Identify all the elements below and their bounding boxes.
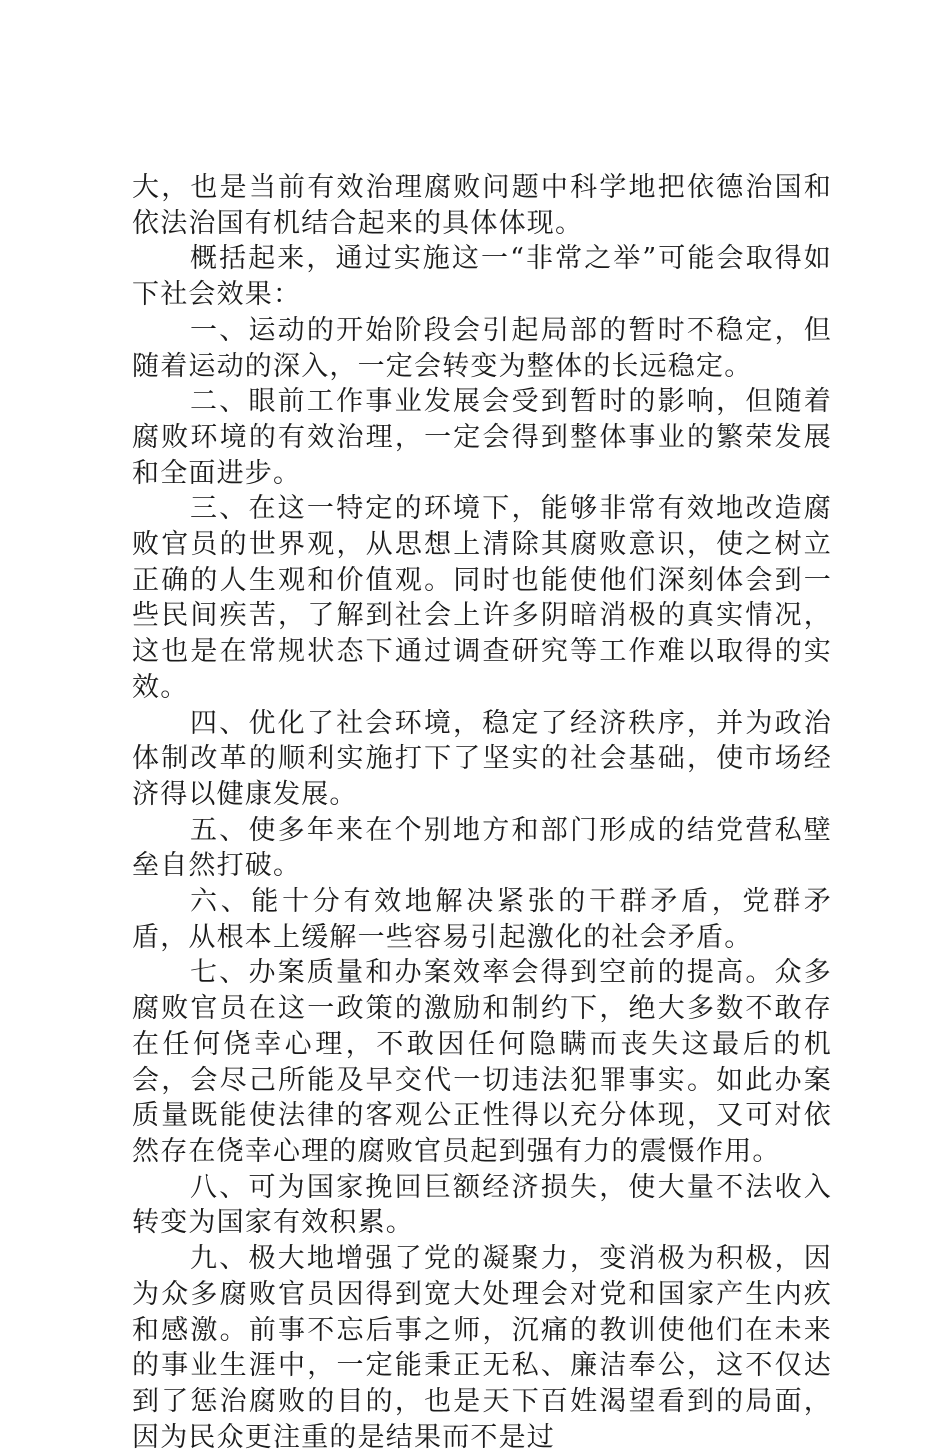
paragraph-item-8: 八、可为国家挽回巨额经济损失，使大量不法收入转变为国家有效积累。 xyxy=(132,1171,832,1239)
paragraph-item-6: 六、能十分有效地解决紧张的干群矛盾，党群矛盾，从根本上缓解一些容易引起激化的社会矛盾。 xyxy=(132,886,832,953)
paragraph-item-1: 一、运动的开始阶段会引起局部的暂时不稳定，但随着运动的深入，一定会转变为整体的长远稳定。 xyxy=(132,314,832,382)
paragraph-item-4: 四、优化了社会环境，稳定了经济秩序，并为政治体制改革的顺利实施打下了坚实的社会基础，使市场经济得以健康发展。 xyxy=(132,707,832,810)
paragraph-continuation: 大，也是当前有效治理腐败问题中科学地把依德治国和依法治国有机结合起来的具体体现。 xyxy=(132,172,832,239)
paragraph-item-5: 五、使多年来在个别地方和部门形成的结党营私壁垒自然打破。 xyxy=(132,814,832,882)
paragraph-item-9: 九、极大地增强了党的凝聚力，变消极为积极，因为众多腐败官员因得到宽大处理会对党和国家产生内疚和感激。前事不忘后事之师，沉痛的教训使他们在未来的事业生涯中，一定能秉正无私、廉洁奉公，这不仅达到了惩治腐败的目的，也是天下百姓渴望看到的局面，因为民众更注重的是结果而不是过 xyxy=(132,1243,832,1453)
paragraph-item-3: 三、在这一特定的环境下，能够非常有效地改造腐败官员的世界观，从思想上清除其腐败意识，使之树立正确的人生观和价值观。同时也能使他们深刻体会到一些民间疾苦，了解到社会上许多阴暗消极的真实情况，这也是在常规状态下通过调查研究等工作难以取得的实效。 xyxy=(132,493,832,703)
paragraph-item-2: 二、眼前工作事业发展会受到暂时的影响，但随着腐败环境的有效治理，一定会得到整体事业的繁荣发展和全面进步。 xyxy=(132,386,832,489)
paragraph-item-7: 七、办案质量和办案效率会得到空前的提高。众多腐败官员在这一政策的激励和制约下，绝大多数不敢存在任何侥幸心理，不敢因任何隐瞒而丧失这最后的机会，会尽己所能及早交代一切违法犯罪事实。如此办案质量既能使法律的客观公正性得以充分体现，又可对依然存在侥幸心理的腐败官员起到强有力的震慑作用。 xyxy=(132,957,832,1167)
paragraph-summary-intro: 概括起来，通过实施这一“非常之举”可能会取得如下社会效果： xyxy=(132,243,832,311)
document-body xyxy=(132,170,832,1455)
